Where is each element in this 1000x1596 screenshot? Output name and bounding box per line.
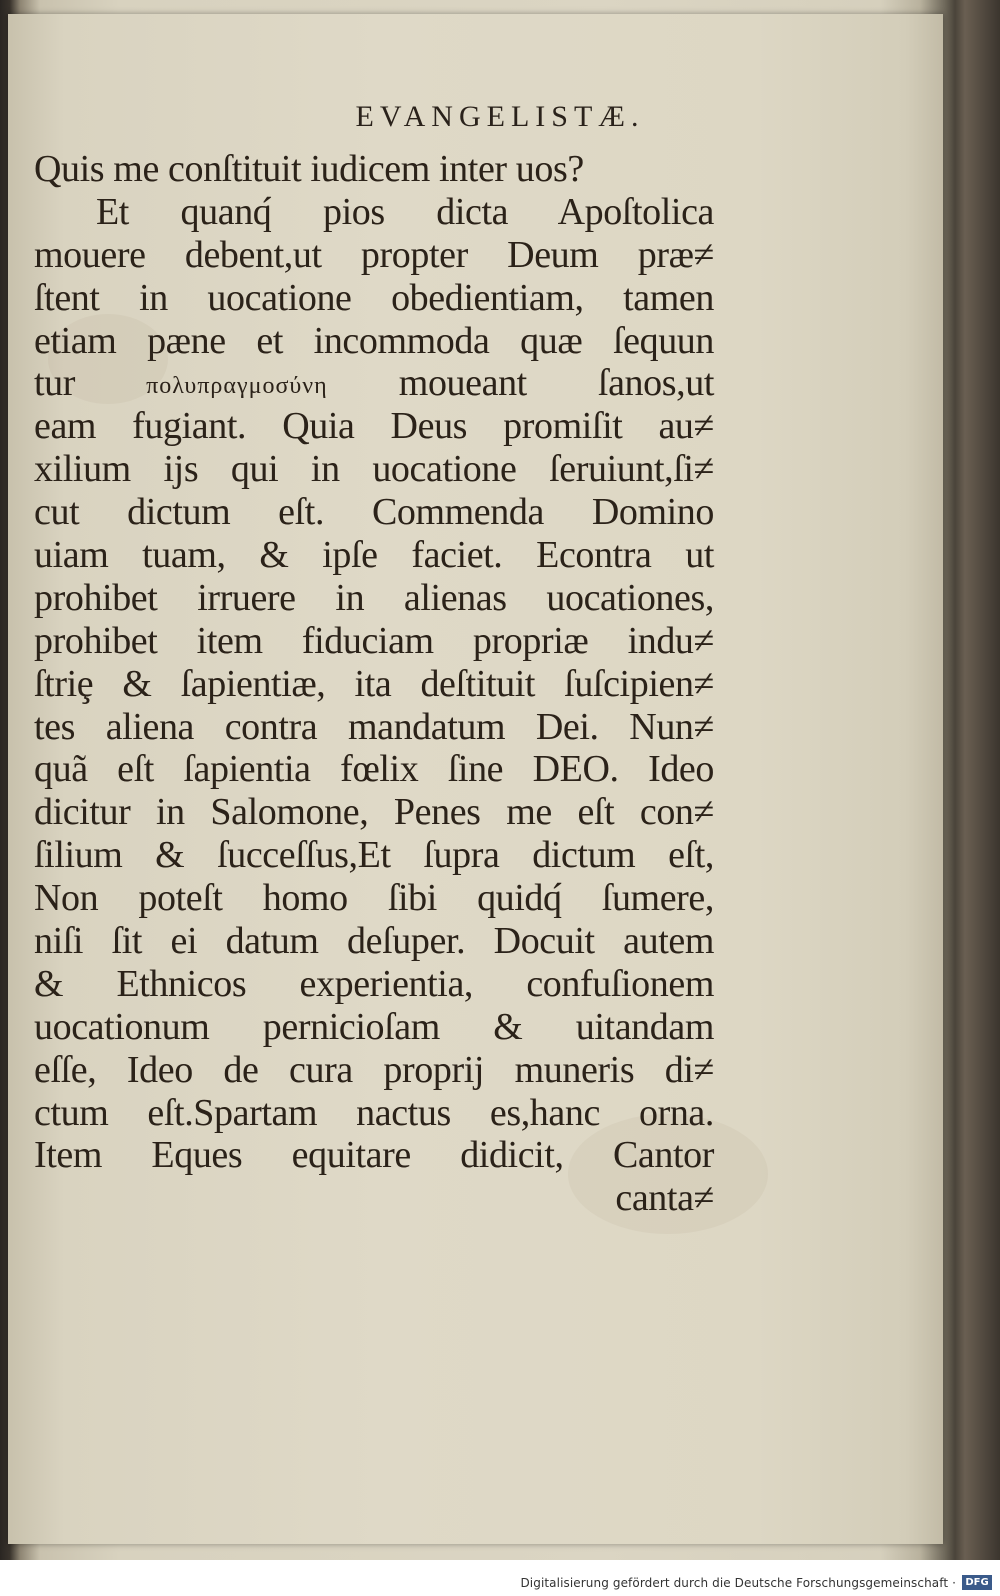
text-line: xilium ijs qui in uocatione ſeruiunt,ſi≠	[34, 448, 714, 491]
text-line: uiam tuam, & ipſe faciet. Econtra ut	[34, 534, 714, 577]
text-fragment: tur	[34, 362, 76, 405]
funding-credit: Digitalisierung gefördert durch die Deutsche Forschungsgemeinschaft ·	[520, 1576, 956, 1590]
text-line: ſilium & ſucceſſus,Et ſupra dictum eſt,	[34, 834, 714, 877]
text-line: ſtriȩ & ſapientiæ, ita deſtituit ſuſcipien≠	[34, 662, 714, 705]
text-line: prohibet item fiduciam propriæ indu≠	[34, 619, 714, 662]
footer-bar	[0, 1570, 1000, 1596]
text-line: niſi ſit ei datum deſuper. Docuit autem	[34, 920, 714, 963]
catchword: canta≠	[615, 1177, 714, 1220]
text-line: Item Eques equitare didicit, Cantor	[34, 1134, 714, 1177]
text-line: uocationum pernicioſam & uitandam	[34, 1005, 714, 1048]
text-line: ctum eſt.Spartam nactus es,hanc orna.	[34, 1091, 714, 1134]
text-line: & Ethnicos experientia, confuſionem	[34, 962, 714, 1005]
text-line: tes aliena contra mandatum Dei. Nun≠	[34, 705, 714, 748]
text-line: Non poteſt homo ſibi quidq́ ſumere,	[34, 877, 714, 920]
text-line: etiam pæne et incommoda quæ ſequun	[34, 319, 714, 362]
text-line: Et quanq́ pios dicta Apoſtolica	[96, 190, 714, 233]
text-line-greek	[34, 362, 714, 405]
text-line: ſtent in uocatione obedientiam, tamen	[34, 276, 714, 319]
text-line: mouere debent,ut propter Deum præ≠	[34, 233, 714, 276]
text-fragment: moueant ſanos,ut	[398, 362, 714, 405]
text-line: dicitur in Salomone, Penes me eſt con≠	[34, 791, 714, 834]
greek-text: πολυπραγμοσύνη	[146, 373, 328, 400]
text-line: quã eſt ſapientia fœlix ſine DEO. Ideo	[34, 748, 714, 791]
running-header: EVANGELISTÆ.	[355, 100, 645, 133]
dfg-logo: DFG	[962, 1575, 992, 1590]
text-line: eam fugiant. Quia Deus promiſit au≠	[34, 405, 714, 448]
text-line: prohibet irruere in alienas uocationes,	[34, 576, 714, 619]
page-text	[34, 148, 714, 1220]
text-line: Quis me conſtituit iudicem inter uos?	[34, 148, 584, 190]
text-line: cut dictum eſt. Commenda Domino	[34, 491, 714, 534]
text-line: eſſe, Ideo de cura proprij muneris di≠	[34, 1048, 714, 1091]
